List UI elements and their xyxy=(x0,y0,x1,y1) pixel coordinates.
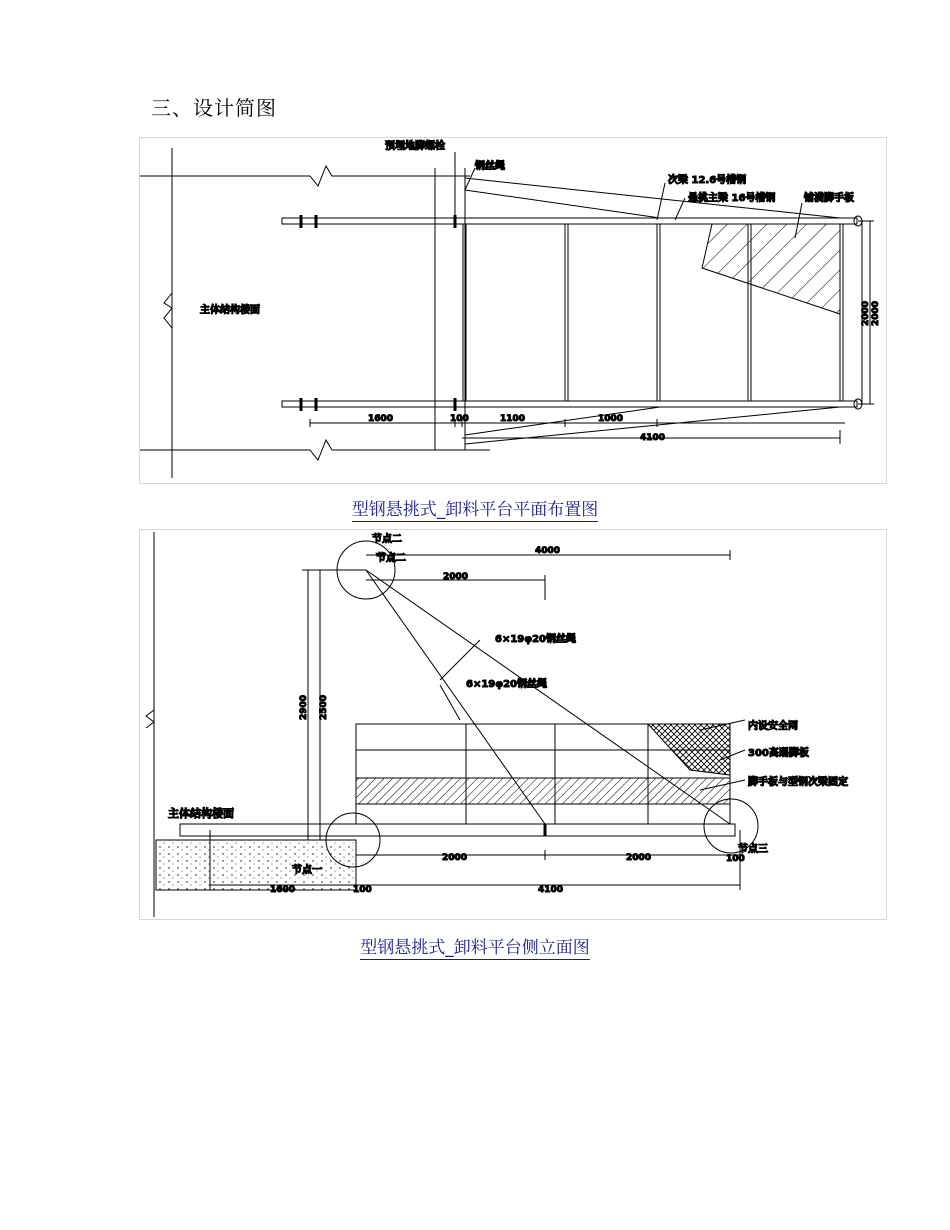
plan-drawing xyxy=(139,137,887,484)
break-zigzag xyxy=(164,293,172,328)
dim-1000: 1000 xyxy=(598,414,624,424)
toe-board-hatch xyxy=(356,778,730,804)
scaffold-board-hatch xyxy=(702,224,840,314)
dim-2900: 2900 xyxy=(299,694,309,720)
dim-2000-top: 2000 xyxy=(443,572,469,582)
label-embedded-bolt: 预埋地脚螺栓 xyxy=(385,141,445,152)
wire-rope-top xyxy=(465,190,660,218)
break-line-top xyxy=(140,166,470,186)
dim-1600-elev: 1600 xyxy=(270,885,296,895)
wire-rope-bottom xyxy=(465,407,660,435)
label-wire-rope: 钢丝绳 xyxy=(475,161,505,172)
label-scaffold-board: 铺满脚手板 xyxy=(804,193,854,204)
dim-100-right: 100 xyxy=(726,854,745,864)
label-toe-board: 300高踢脚板 xyxy=(748,748,809,759)
label-node2-b: 节点二 xyxy=(376,553,406,564)
dim-2000-a-elev: 2000 xyxy=(442,853,468,863)
label-secondary-beam: 次梁 12.6号槽钢 xyxy=(668,175,747,186)
main-beam-top xyxy=(282,218,857,224)
break-line-bottom xyxy=(140,440,490,460)
dim-4000: 4000 xyxy=(535,546,561,556)
dim-2500: 2500 xyxy=(319,694,329,720)
label-node3: 节点三 xyxy=(738,844,768,855)
dim-4100-elev: 4100 xyxy=(538,885,564,895)
dim-2000-b-elev: 2000 xyxy=(626,853,652,863)
dim-1100: 1100 xyxy=(500,414,526,424)
floor-slab xyxy=(156,840,356,890)
dim-2000-b: 2000 xyxy=(871,300,881,326)
label-floor: 主体结构楼面 xyxy=(200,305,260,316)
plan-caption[interactable]: 型钢悬挑式_卸料平台平面布置图 xyxy=(351,500,599,520)
label-node1: 节点一 xyxy=(292,865,322,876)
main-beam-bottom xyxy=(282,401,857,407)
label-rope-a: 6×19φ20钢丝绳 xyxy=(495,634,576,645)
dim-100: 100 xyxy=(450,414,469,424)
dim-2000-a: 2000 xyxy=(861,300,871,326)
label-rope-b: 6×19φ20钢丝绳 xyxy=(466,679,547,690)
label-safety-net: 内设安全网 xyxy=(748,721,798,732)
elevation-drawing xyxy=(139,529,887,920)
label-board-fixed: 脚手板与型钢次梁固定 xyxy=(748,777,848,788)
main-beam xyxy=(180,824,735,836)
dim-1600: 1600 xyxy=(368,414,394,424)
label-floor-elev: 主体结构楼面 xyxy=(168,807,234,820)
elevation-caption[interactable]: 型钢悬挑式_卸料平台侧立面图 xyxy=(360,938,590,958)
label-main-beam: 悬挑主梁 16号槽钢 xyxy=(688,193,776,204)
dim-100-left: 100 xyxy=(353,885,372,895)
section-heading: 三、设计简图 xyxy=(151,96,277,120)
label-node2-a: 节点二 xyxy=(372,534,402,545)
dim-4100: 4100 xyxy=(640,433,666,443)
